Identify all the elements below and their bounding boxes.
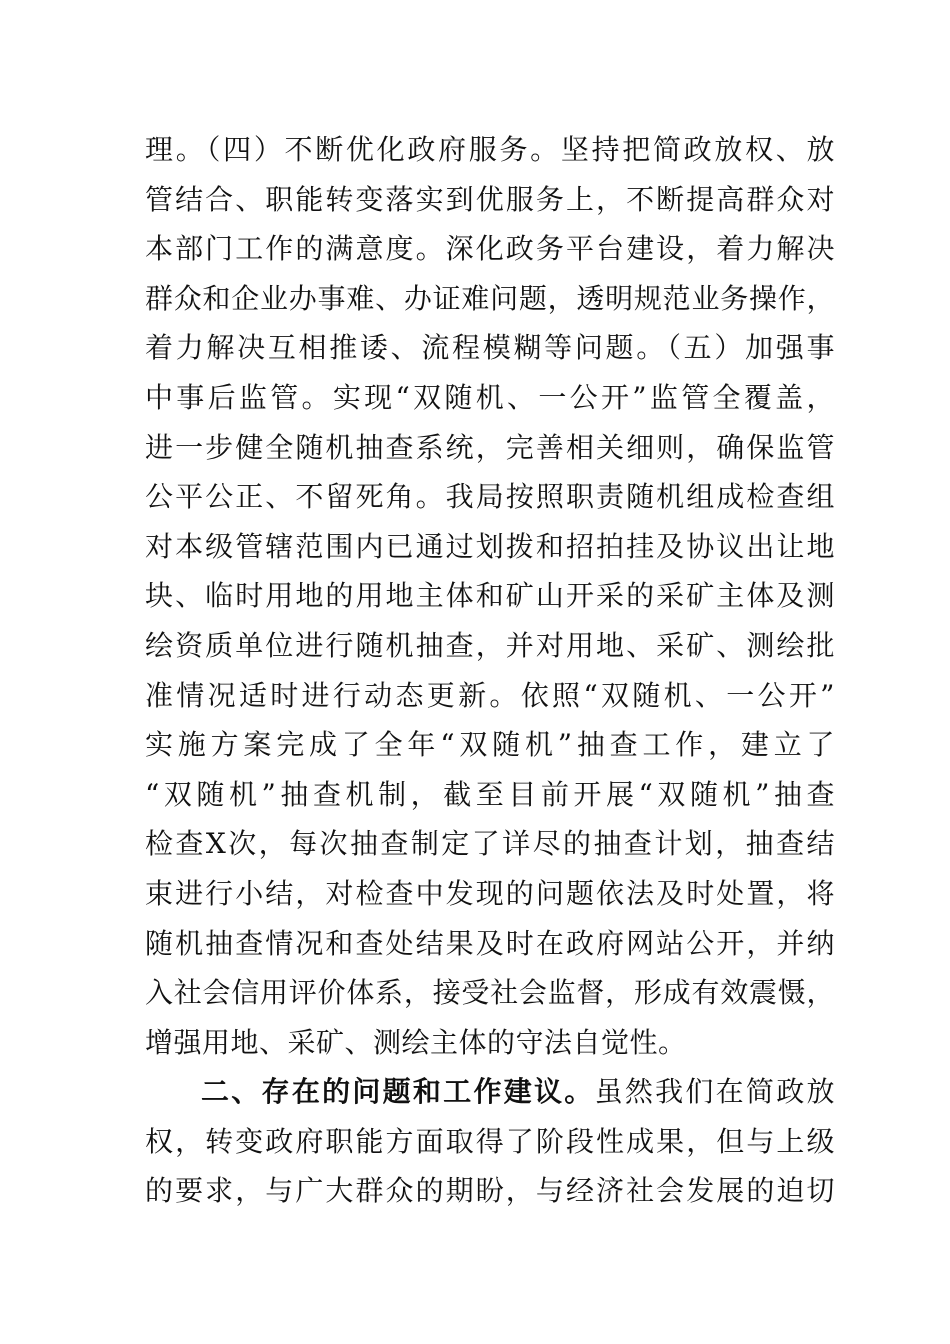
text-line: 检查X次，每次抽查制定了详尽的抽查计划，抽查结 <box>145 827 835 861</box>
text-line: 绘资质单位进行随机抽查，并对用地、采矿、测绘批 <box>145 628 835 662</box>
text-line: 对本级管辖范围内已通过划拨和招拍挂及协议出让地 <box>145 529 835 563</box>
text-line: “双随机”抽查机制，截至目前开展“双随机”抽查 <box>145 777 835 811</box>
text-line: 准情况适时进行动态更新。依照“双随机、一公开” <box>145 678 835 712</box>
text-line: 增强用地、采矿、测绘主体的守法自觉性。 <box>145 1025 687 1059</box>
text-line: 随机抽查情况和查处结果及时在政府网站公开，并纳 <box>145 926 835 960</box>
text-line: 着力解决互相推诿、流程模糊等问题。（五）加强事 <box>145 331 835 365</box>
body-text <box>145 125 835 1216</box>
section-text: 虽然我们在简政放 <box>594 1075 835 1109</box>
text-line: 块、临时用地的用地主体和矿山开采的采矿主体及测 <box>145 579 835 613</box>
text-line: 权，转变政府职能方面取得了阶段性成果，但与上级 <box>145 1124 835 1158</box>
text-line: 的要求，与广大群众的期盼，与经济社会发展的迫切 <box>145 1174 835 1208</box>
section-heading: 二、存在的问题和工作建议。 <box>201 1075 595 1109</box>
text-line: 进一步健全随机抽查系统，完善相关细则，确保监管 <box>145 430 835 464</box>
text-line: 管结合、职能转变落实到优服务上，不断提高群众对 <box>145 182 835 216</box>
text-line: 中事后监管。实现“双随机、一公开”监管全覆盖， <box>145 380 835 414</box>
section2-first-line <box>145 1067 835 1117</box>
text-line: 公平公正、不留死角。我局按照职责随机组成检查组 <box>145 480 835 514</box>
text-line: 群众和企业办事难、办证难问题，透明规范业务操作， <box>145 281 835 315</box>
text-line: 本部门工作的满意度。深化政务平台建设，着力解决 <box>145 232 835 266</box>
text-line: 入社会信用评价体系，接受社会监督，形成有效震慑， <box>145 976 835 1010</box>
text-line: 束进行小结，对检查中发现的问题依法及时处置，将 <box>145 876 835 910</box>
text-line: 实施方案完成了全年“双随机”抽查工作，建立了 <box>145 728 835 762</box>
text-line: 理。（四）不断优化政府服务。坚持把简政放权、放 <box>145 133 835 166</box>
